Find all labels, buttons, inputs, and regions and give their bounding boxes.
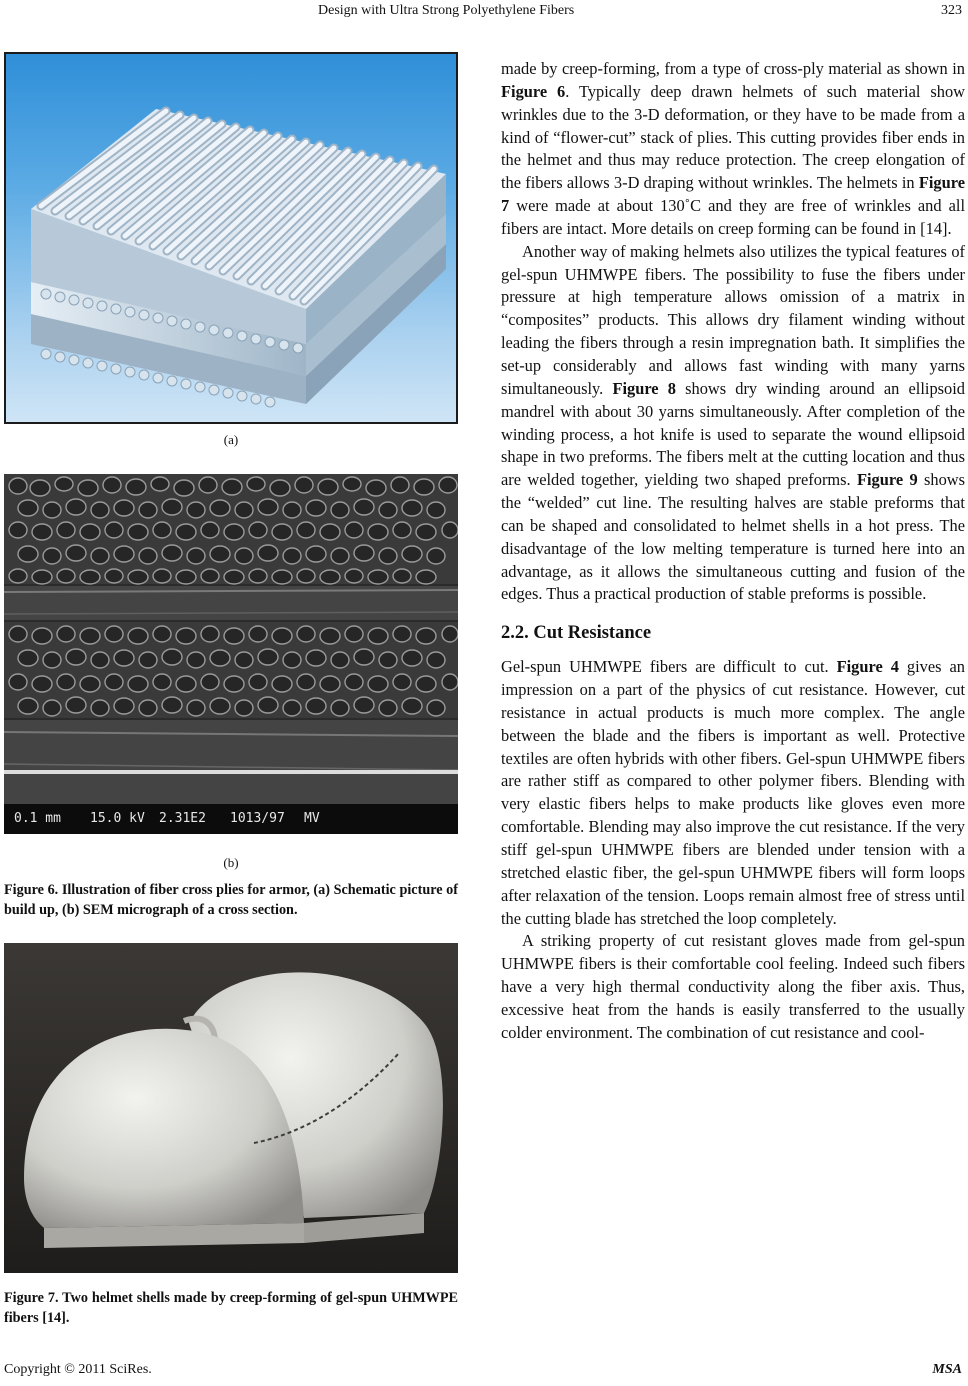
figure-6a-schematic-image (4, 52, 458, 424)
figure-reference[interactable]: Figure 9 (856, 470, 918, 490)
figure-reference[interactable]: Figure 7 (501, 173, 965, 216)
sem-info-bar (4, 804, 458, 834)
paragraph-4: A striking property of cut resistant gloves made from gel-spun UHMWPE fibers is their comfortable cool feeling. Indeed such fibers have a very high thermal conductivity along the fiber axis. Thus, excessive heat from the hands is easily transferred to the usually colder environment. The combination of cut resistance and cool- (501, 931, 965, 1042)
running-title: Design with Ultra Strong Polyethylene Fibers (318, 3, 575, 18)
sem-code: 1013/97 (230, 811, 285, 826)
figure-6-caption: Figure 6. Illustration of fiber cross plies for armor, (a) Schematic picture of build up, (b) SEM micrograph of a cross section. (4, 882, 458, 918)
figure-6a-label: (a) (223, 432, 239, 447)
figure-7-caption: Figure 7. Two helmet shells made by creep-forming of gel-spun UHMWPE fibers [14]. (4, 1290, 458, 1326)
figure-6b-label: (b) (223, 855, 239, 870)
paragraph-2: Another way of making helmets also utilizes the typical features of gel-spun UHMWPE fibers. The possibility to fuse the fibers under pressure at high temperature allows omission of a matrix in “composites” products. This allows dry filament winding without leading the fibers through a resin impregnation bath. It simplifies the set-up considerably and allows fast winding with many yarns simultaneously. Figure 8 shows dry winding around an ellipsoid mandrel with about 30 yarns simultaneously. After completion of the winding process, a hot knife is used to separate the wound ellipsoid shape in two preforms. The fibers melt at the cutting location and thus are welded together, yielding two shaped preforms. Figure 9 shows the “welded” cut line. The resulting halves are stable preforms that can be shaped and consolidated to helmet shells in a hot press. The disadvantage of the low melting temperature is turned here into an advantage, as it allows the simultaneous cutting and fusion of the edges. Thus a practical production of stable preforms is possible. (501, 241, 965, 604)
figure-7-helmet-photo (4, 943, 458, 1273)
body-text-column (501, 58, 965, 1045)
sem-scale: 0.1 mm (14, 811, 61, 826)
figure-6b-sem-micrograph (4, 474, 458, 834)
sem-magnification: 2.31E2 (159, 811, 206, 826)
copyright-notice: Copyright © 2011 SciRes. (4, 1362, 152, 1377)
page-number: 323 (941, 3, 962, 18)
journal-abbreviation: MSA (932, 1362, 962, 1377)
sem-voltage: 15.0 kV (90, 811, 145, 826)
running-header (0, 0, 968, 28)
cross-ply-illustration (6, 54, 456, 422)
sem-cross-section-texture (4, 474, 458, 804)
figure-reference[interactable]: Figure 8 (612, 378, 676, 398)
section-heading-cut-resistance: 2.2. Cut Resistance (501, 623, 652, 644)
figure-reference[interactable]: Figure 6 (501, 81, 566, 101)
paragraph-1: made by creep-forming, from a type of cross-ply material as shown in Figure 6. Typically deep drawn helmets of such material show wrinkles due to the 3-D deformation, or they have to be made from a kind of “flower-cut” stack of plies. This cutting provides fiber ends in the helmet and thus may reduce protection. The creep elongation of the fibers allows 3-D draping without wrinkles. The helmets in Figure 7 were made at about 130˚C and they are free of wrinkles and all fibers are intact. More details on creep forming can be found in [14]. (501, 59, 965, 238)
sem-initials: MV (304, 811, 320, 826)
figure-reference[interactable]: Figure 4 (836, 657, 899, 677)
helmet-shells-illustration (4, 943, 458, 1273)
paragraph-3: Gel-spun UHMWPE fibers are difficult to cut. Figure 4 gives an impression on a part of the physics of cut resistance. However, cut resistance in actual products is much more complex. The angle between the blade and the fibers is important as well. Protective textiles are often hybrids with other fibers. Gel-spun UHMWPE fibers are rather stiff as compared to other polymer fibers. Blending with very elastic fibers helps to make products like gloves even more comfortable. Blending may also improve the cut resistance. If the very stiff gel-spun UHMWPE fibers are blended under tension with a stretched elastic fiber, the gel-spun UHMWPE fibers will form loops after relaxation of the tension. Loops remain almost free of stress until the cutting blade has stretched the loop completely. (501, 657, 965, 928)
